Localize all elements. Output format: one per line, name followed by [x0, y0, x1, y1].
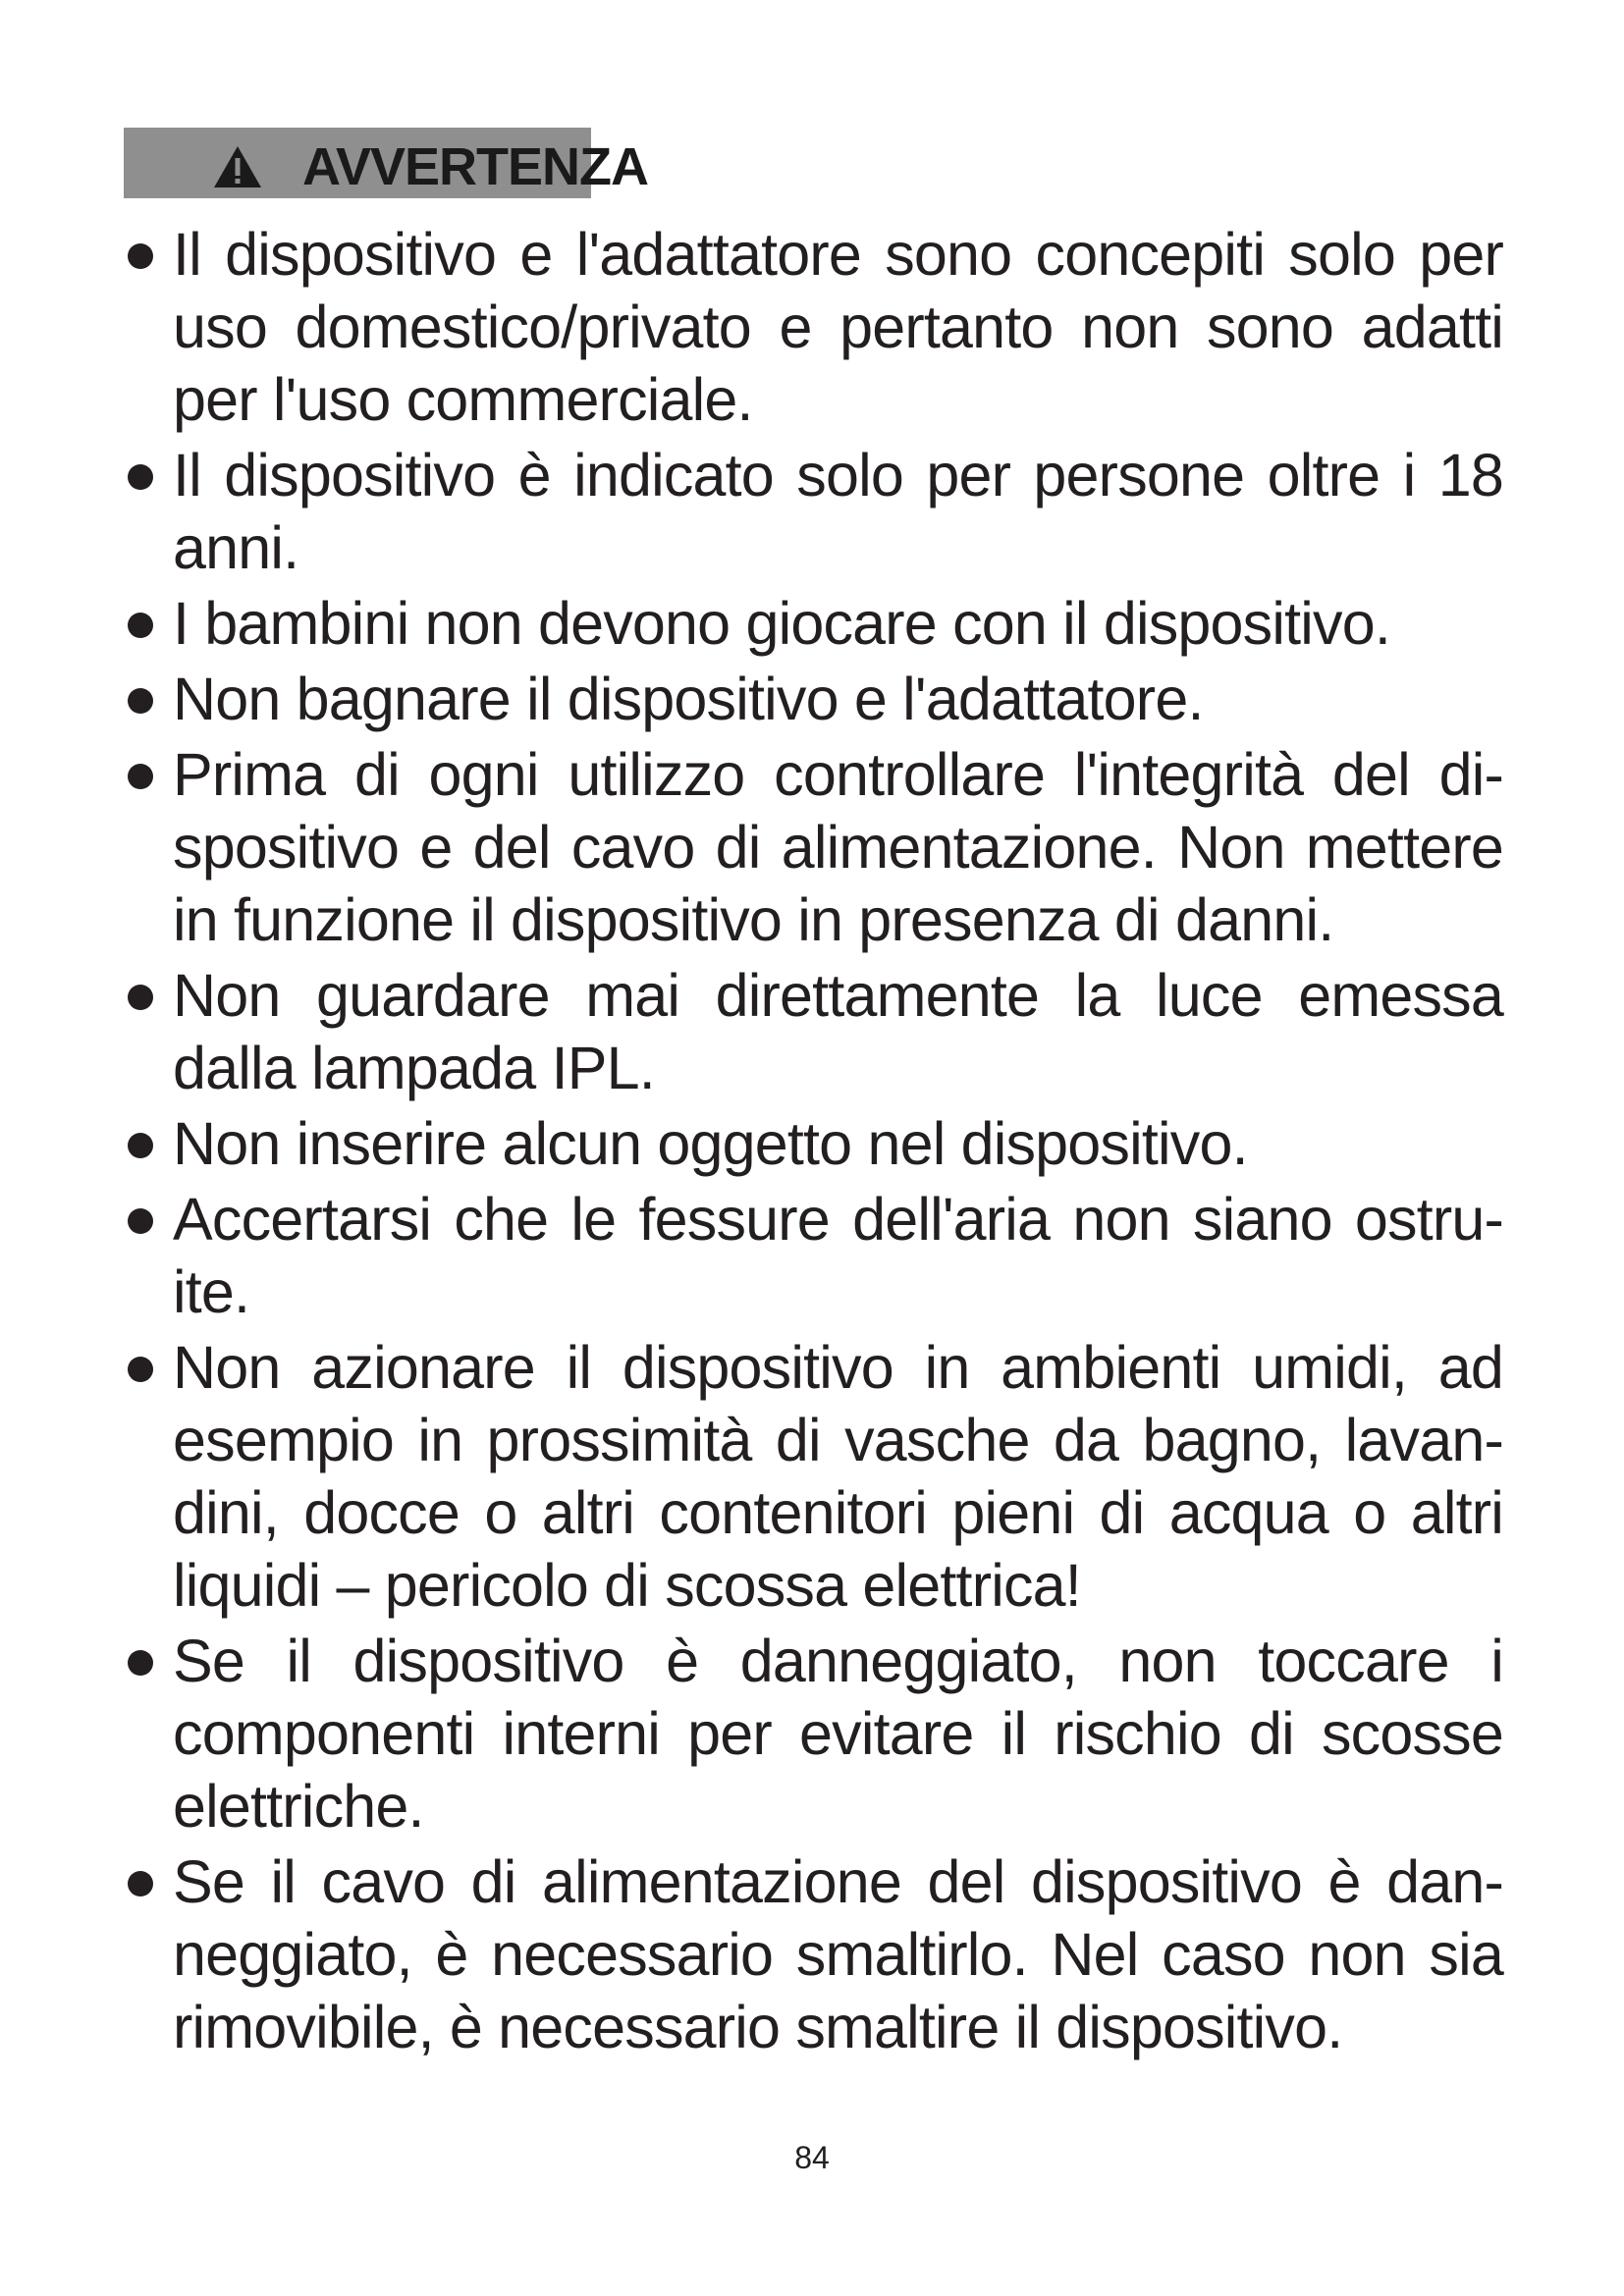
list-item-text: Non inserire alcun oggetto nel dispositivo. — [173, 1110, 1248, 1177]
bullet-icon — [128, 688, 153, 714]
list-item-text: Se il dispositivo è danneggiato, non toccare i componenti interni per evitare il rischio di scosse elettriche. — [173, 1628, 1503, 1840]
warning-heading-title: AVVERTENZA — [302, 137, 649, 196]
list-item — [124, 218, 1503, 436]
list-item — [124, 959, 1503, 1104]
bullet-icon — [128, 464, 153, 490]
list-item-text: Non bagnare il dispositivo e l'adattatore. — [173, 666, 1204, 732]
bullet-icon — [128, 1133, 153, 1158]
list-item — [124, 663, 1503, 735]
bullet-icon — [128, 1357, 153, 1382]
warning-heading — [212, 132, 648, 202]
list-item-text: Non azionare il dispositivo in ambienti umidi, ad esempio in prossimità di vasche da bagno, lavan-dini, docce o altri contenitori pieni di acqua o altri liquidi – pericolo di scossa elettrica! — [173, 1334, 1503, 1619]
list-item — [124, 587, 1503, 660]
list-item-text: Non guardare mai direttamente la luce emessa dalla lampada IPL. — [173, 962, 1503, 1101]
list-item-text: Se il cavo di alimentazione del dispositivo è dan-neggiato, è necessario smaltirlo. Nel caso non sia rimovibile, è necessario smaltire il dispositivo. — [173, 1848, 1503, 2060]
list-item — [124, 1331, 1503, 1622]
list-item — [124, 738, 1503, 956]
list-item — [124, 1625, 1503, 1842]
bullet-icon — [128, 1650, 153, 1676]
warning-triangle-icon — [212, 143, 263, 190]
bullet-icon — [128, 1208, 153, 1234]
list-item — [124, 1183, 1503, 1328]
list-item-text: Accertarsi che le fessure dell'aria non siano ostru-ite. — [173, 1186, 1503, 1325]
list-item-text: I bambini non devono giocare con il dispositivo. — [173, 590, 1390, 657]
warning-list-container — [124, 218, 1503, 2066]
bullet-icon — [128, 1871, 153, 1896]
page-number: 84 — [794, 2140, 830, 2175]
bullet-icon — [128, 243, 153, 269]
list-item — [124, 1845, 1503, 2063]
list-item-text: Il dispositivo e l'adattatore sono concepiti solo per uso domestico/privato e pertanto non sono adatti per l'uso commerciale. — [173, 221, 1503, 433]
bullet-icon — [128, 985, 153, 1010]
list-item — [124, 439, 1503, 584]
list-item-text: Il dispositivo è indicato solo per persone oltre i 18 anni. — [173, 442, 1503, 581]
bullet-icon — [128, 764, 153, 789]
list-item-text: Prima di ogni utilizzo controllare l'integrità del di-spositivo e del cavo di alimentazione. Non mettere in funzione il dispositivo in presenza di danni. — [173, 741, 1503, 953]
list-item — [124, 1107, 1503, 1180]
bullet-icon — [128, 613, 153, 638]
warning-list — [124, 218, 1503, 2063]
